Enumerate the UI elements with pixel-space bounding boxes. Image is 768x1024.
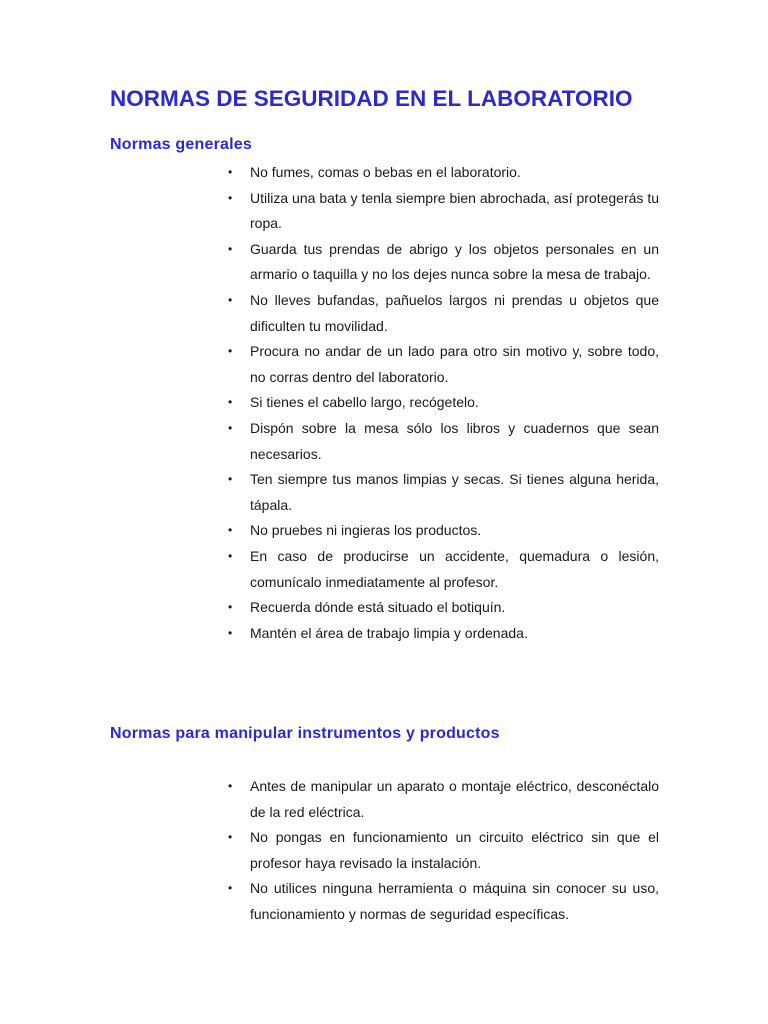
- bullet-icon: •: [228, 241, 233, 256]
- list-item: [228, 595, 659, 621]
- list-item-text: Guarda tus prendas de abrigo y los objetos personales en un armario o taquilla y no los dejes nunca sobre la mesa de trabajo.: [250, 240, 659, 283]
- bullet-icon: •: [228, 292, 233, 307]
- bullet-icon: •: [228, 165, 233, 179]
- bullet-icon: •: [228, 395, 233, 410]
- bullet-icon: •: [228, 523, 233, 538]
- list-item: [228, 825, 659, 876]
- list-item: [228, 390, 659, 416]
- list-item-text: Procura no andar de un lado para otro sin motivo y, sobre todo, no corras dentro del laboratorio.: [250, 343, 659, 385]
- list-item-text: No fumes, comas o bebas en el laboratorio.: [250, 164, 521, 180]
- list-item-text: No lleves bufandas, pañuelos largos ni prendas u objetos que dificulten tu movilidad.: [250, 291, 659, 334]
- document-title: NORMAS DE SEGURIDAD EN EL LABORATORIO: [110, 86, 633, 111]
- bullet-icon: •: [228, 190, 233, 205]
- list-item-text: Utiliza una bata y tenla siempre bien abrochada, así protegerás tu ropa.: [250, 189, 659, 232]
- list-item-text: No pruebes ni ingieras los productos.: [250, 522, 482, 539]
- bullet-icon: •: [228, 344, 233, 359]
- bullet-icon: •: [228, 472, 233, 487]
- rules-list-general: [228, 160, 659, 646]
- rules-list-instruments: [228, 774, 659, 928]
- list-item: [228, 160, 659, 186]
- list-item: [228, 774, 659, 825]
- list-item: [228, 876, 659, 927]
- list-item-text: Ten siempre tus manos limpias y secas. Si tienes alguna herida, tápala.: [250, 471, 659, 513]
- list-item: [228, 339, 659, 390]
- section-heading-normas-generales: Normas generales: [110, 136, 252, 153]
- list-item: [228, 186, 659, 237]
- list-item-text: Recuerda dónde está situado el botiquín.: [250, 599, 506, 616]
- bullet-icon: •: [228, 548, 233, 563]
- bullet-icon: •: [228, 881, 233, 896]
- list-item-text: No utilices ninguna herramienta o máquina sin conocer su uso, funcionamiento y normas de seguridad específicas.: [250, 880, 659, 922]
- bullet-icon: •: [228, 779, 233, 793]
- list-item: [228, 518, 659, 544]
- bullet-icon: •: [228, 625, 233, 640]
- list-item-text: En caso de producirse un accidente, quemadura o lesión, comunícalo inmediatamente al profesor.: [250, 547, 659, 590]
- bullet-icon: •: [228, 600, 233, 615]
- list-item-text: Dispón sobre la mesa sólo los libros y cuadernos que sean necesarios.: [250, 419, 659, 462]
- list-item: [228, 288, 659, 339]
- list-item-text: Si tienes el cabello largo, recógetelo.: [250, 394, 479, 411]
- list-item: [228, 544, 659, 595]
- list-item: [228, 621, 659, 647]
- list-item: [228, 467, 659, 518]
- list-item-text: No pongas en funcionamiento un circuito eléctrico sin que el profesor haya revisado la instalación.: [250, 829, 659, 871]
- list-item: [228, 416, 659, 467]
- section-heading-instrumentos: Normas para manipular instrumentos y productos: [110, 725, 500, 742]
- list-item: [228, 237, 659, 288]
- list-item-text: Mantén el área de trabajo limpia y ordenada.: [250, 624, 528, 641]
- bullet-icon: •: [228, 420, 233, 435]
- bullet-icon: •: [228, 830, 233, 845]
- list-item-text: Antes de manipular un aparato o montaje eléctrico, desconéctalo de la red eléctrica.: [250, 778, 659, 820]
